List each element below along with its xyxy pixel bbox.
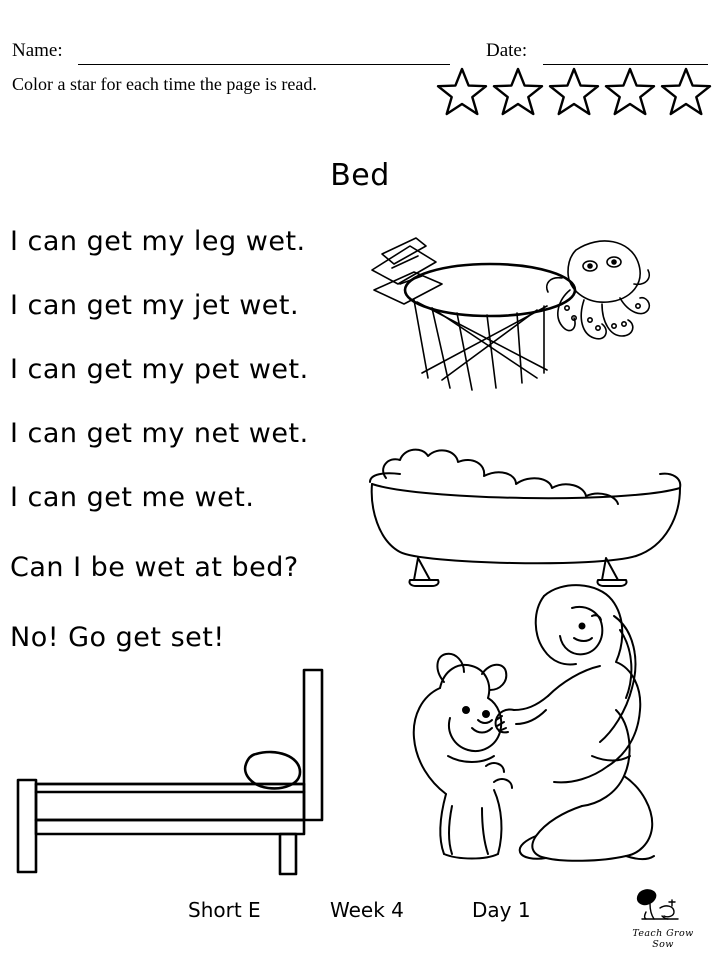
date-label: Date: xyxy=(486,40,528,61)
sentence-line: I can get my net wet. xyxy=(10,418,309,449)
star-outline-icon[interactable] xyxy=(660,66,712,118)
brand-logo xyxy=(620,886,706,950)
star-tracker xyxy=(436,66,716,122)
worksheet-header xyxy=(0,18,720,128)
star-outline-icon[interactable] xyxy=(604,66,656,118)
page-title: Bed xyxy=(330,158,390,193)
instruction-text: Color a star for each time the page is read. xyxy=(12,74,317,94)
brand-logo-text: Teach Grow Sow xyxy=(632,928,694,950)
star-outline-icon[interactable] xyxy=(548,66,600,118)
sentence-line: I can get me wet. xyxy=(10,482,255,513)
sentence-list xyxy=(10,228,370,688)
sentence-line: I can get my pet wet. xyxy=(10,354,309,385)
date-write-line[interactable] xyxy=(543,64,708,65)
sentence-line: I can get my jet wet. xyxy=(10,290,300,321)
dog-bath-illustration xyxy=(386,570,686,880)
sprout-logo-icon xyxy=(620,886,706,922)
footer-skill: Short E xyxy=(188,898,261,922)
footer-week: Week 4 xyxy=(330,898,404,922)
worksheet-footer xyxy=(0,886,720,950)
footer-day: Day 1 xyxy=(472,898,531,922)
octopus-illustration xyxy=(362,228,652,418)
star-outline-icon[interactable] xyxy=(436,66,488,118)
bed-illustration xyxy=(8,662,338,882)
sentence-line: I can get my leg wet. xyxy=(10,226,306,257)
sentence-line: Can I be wet at bed? xyxy=(10,552,299,583)
sentence-line: No! Go get set! xyxy=(10,622,225,653)
name-write-line[interactable] xyxy=(78,64,450,65)
name-label: Name: xyxy=(12,40,63,61)
bathtub-illustration xyxy=(360,430,700,590)
star-outline-icon[interactable] xyxy=(492,66,544,118)
